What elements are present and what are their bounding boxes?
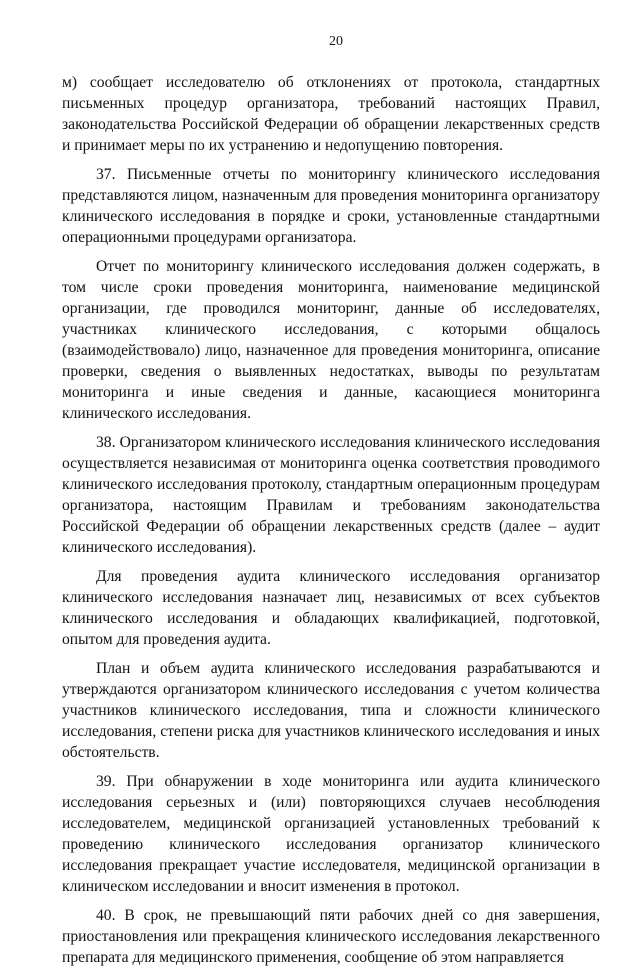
paragraph-audit-appointment: Для проведения аудита клинического исследования организатор клинического исследования назначает лиц, независимых от всех субъектов клинического исследования и обладающих квалификацией, подготовкой, опытом для проведения аудита.	[62, 568, 600, 648]
paragraph-40: 40. В срок, не превышающий пяти рабочих дней со дня завершения, приостановления или прекращения клинического исследования лекарственного препарата для медицинского применения, сообщение об этом направляется	[62, 907, 600, 966]
paragraph-audit-plan: План и объем аудита клинического исследования разрабатываются и утверждаются организатором клинического исследования с учетом количества участников клинического исследования, типа и сложности клинического исследования, степени риска для участников клинического исследования и иных обстоятельств.	[62, 660, 600, 761]
paragraph-37: 37. Письменные отчеты по мониторингу клинического исследования представляются лицом, назначенным для проведения мониторинга организатору клинического исследования в порядке и сроки, установленные стандартными операционными процедурами организатора.	[62, 166, 600, 246]
document-body	[62, 72, 600, 968]
paragraph-39: 39. При обнаружении в ходе мониторинга или аудита клинического исследования серьезных и (или) повторяющихся случаев несоблюдения исследователем, медицинской организацией установленных требований к проведению клинического исследования организатор клинического исследования прекращает участие исследователя, медицинской организации в клиническом исследовании и вносит изменения в протокол.	[62, 773, 600, 895]
paragraph-monitoring-report: Отчет по мониторингу клинического исследования должен содержать, в том числе сроки проведения мониторинга, наименование медицинской организации, где проводился мониторинг, данные об исследователях, участниках клинического исследования, с которыми общалось (взаимодействовало) лицо, назначенное для проведения мониторинга, описание проверки, сведения о выявленных недостатках, выводы по результатам мониторинга и иные сведения и данные, касающиеся мониторинга клинического исследования.	[62, 258, 600, 422]
paragraph-38: 38. Организатором клинического исследования клинического исследования осуществляется независимая от мониторинга оценка соответствия проводимого клинического исследования протоколу, стандартным операционным процедурам организатора, настоящим Правилам и требованиям законодательства Российской Федерации об обращении лекарственных средств (далее – аудит клинического исследования).	[62, 434, 600, 556]
page-number: 20	[329, 34, 343, 49]
paragraph-item-m: м) сообщает исследователю об отклонениях от протокола, стандартных письменных процедур организатора, требований настоящих Правил, законодательства Российской Федерации об обращении лекарственных средств и принимает меры по их устранению и недопущению повторения.	[62, 74, 600, 154]
